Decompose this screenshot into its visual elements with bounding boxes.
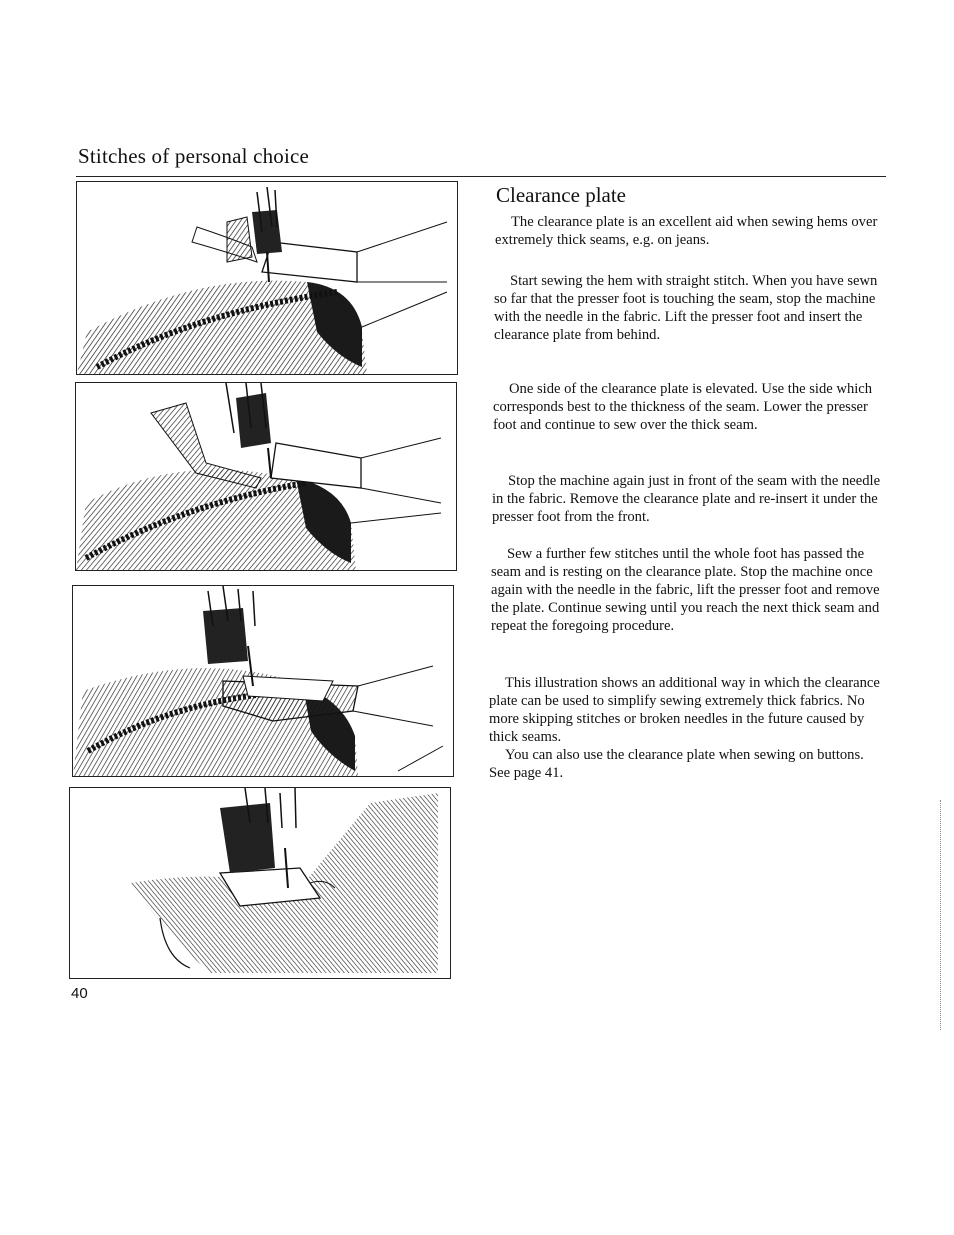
illustration-buttons	[69, 787, 451, 979]
illustration-step-3	[72, 585, 454, 777]
illustration-step-2	[75, 382, 457, 571]
page-number: 40	[71, 985, 88, 1002]
paragraph-start-sewing: Start sewing the hem with straight stitch. When you have sewn so far that the presser foot is touching the seam, stop the machine with the needle in the fabric. Lift the presser foot and insert the clearance plate from behind.	[494, 273, 878, 343]
paragraph-buttons: You can also use the clearance plate when sewing on buttons. See page 41.	[489, 747, 864, 781]
paragraph-intro: The clearance plate is an excellent aid when sewing hems over extremely thick seams, e.g. on jeans.	[495, 214, 878, 248]
article-heading: Clearance plate	[496, 183, 626, 207]
header-rule	[76, 176, 886, 177]
paragraph-further-stitches: Sew a further few stitches until the whole foot has passed the seam and is resting on the clearance plate. Stop the machine once again with the needle in the fabric, lift the presser foot and remove the plate. Continue sewing until you reach the next thick seam and repeat the foregoing procedure.	[491, 546, 880, 634]
paragraph-additional-use: This illustration shows an additional way in which the clearance plate can be used to simplify sewing extremely thick fabrics. No more skipping stitches or broken needles in the future caused by thick seams.	[489, 675, 880, 745]
illustration-step-1	[76, 181, 458, 375]
paragraph-elevated-side: One side of the clearance plate is elevated. Use the side which corresponds best to the thickness of the seam. Lower the presser foot and continue to sew over the thick seam.	[493, 381, 873, 433]
section-title: Stitches of personal choice	[78, 144, 310, 168]
margin-mark	[940, 800, 941, 1030]
paragraph-stop-machine: Stop the machine again just in front of the seam with the needle in the fabric. Remove the clearance plate and re-insert it under the presser foot from the front.	[492, 473, 881, 525]
